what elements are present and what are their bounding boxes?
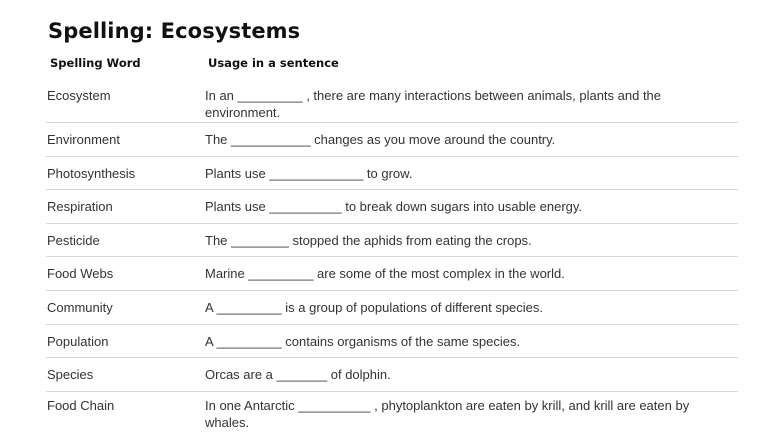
usage-sentence: Marine _________ are some of the most complex in the world. [205, 266, 565, 282]
spelling-word: Population [47, 333, 109, 349]
usage-sentence: The ___________ changes as you move around the country. [205, 132, 556, 147]
spelling-word: Environment [47, 132, 120, 147]
table-header [48, 48, 738, 82]
header-spelling-word: Spelling Word [50, 56, 141, 70]
table-row [46, 257, 738, 291]
usage-sentence: Plants use __________ to break down sugars into usable energy. [205, 199, 583, 215]
table-row [46, 358, 738, 392]
spelling-word: Ecosystem [47, 88, 111, 103]
table-row [46, 123, 738, 157]
table-row [46, 325, 738, 359]
spelling-word: Food Chain [47, 397, 115, 413]
worksheet [48, 14, 738, 433]
usage-sentence: A _________ is a group of populations of different species. [205, 299, 544, 315]
spelling-word: Species [47, 367, 94, 383]
spelling-table [46, 82, 738, 433]
spelling-word: Respiration [47, 199, 113, 215]
page-title: Spelling: Ecosystems [48, 19, 301, 43]
usage-sentence: Orcas are a _______ of dolphin. [205, 367, 391, 383]
spelling-word: Food Webs [47, 266, 114, 282]
table-row [46, 224, 738, 258]
table-row [46, 190, 738, 224]
usage-sentence: In an _________ , there are many interactions between animals, plants and the environment. [205, 88, 662, 120]
table-row [46, 291, 738, 325]
header-usage: Usage in a sentence [208, 56, 339, 70]
usage-sentence: A _________ contains organisms of the same species. [205, 333, 521, 349]
usage-sentence: Plants use _____________ to grow. [205, 165, 413, 181]
table-row [46, 392, 738, 433]
table-row [46, 82, 738, 123]
usage-sentence: The ________ stopped the aphids from eating the crops. [205, 232, 532, 248]
usage-sentence: In one Antarctic __________ , phytoplankton are eaten by krill, and krill are eaten by whales. [205, 397, 690, 430]
table-row [46, 157, 738, 191]
spelling-word: Community [47, 299, 113, 315]
spelling-word: Photosynthesis [47, 165, 136, 181]
spelling-word: Pesticide [47, 232, 100, 248]
